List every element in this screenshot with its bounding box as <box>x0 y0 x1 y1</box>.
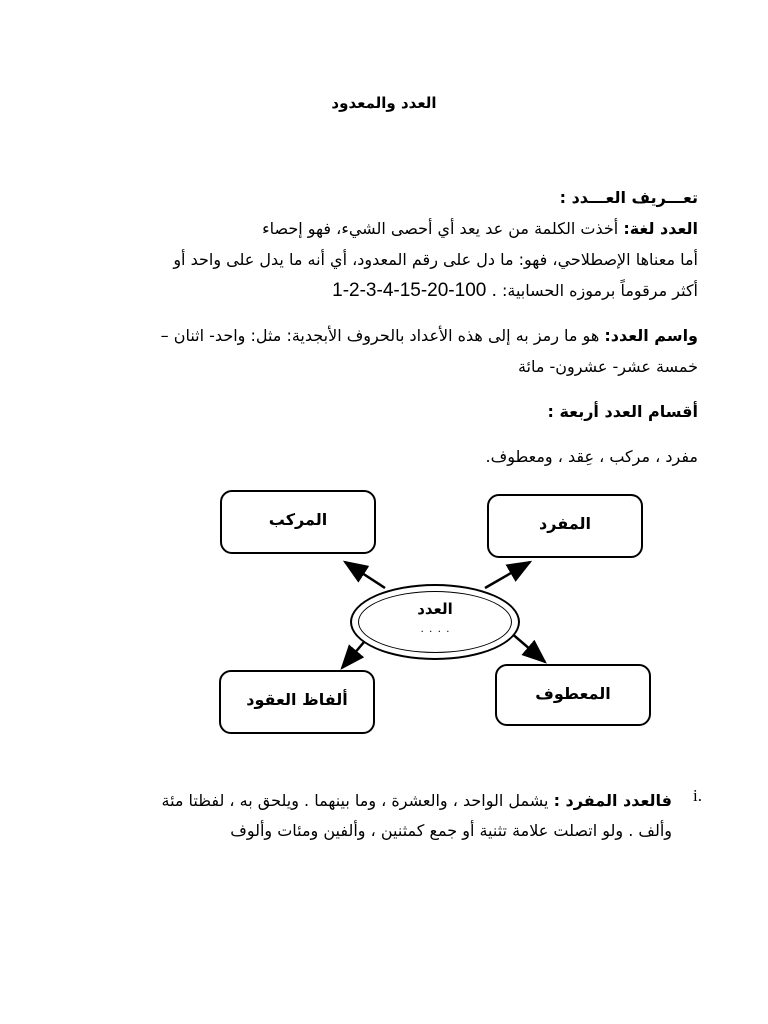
page-title: العدد والمعدود <box>331 94 437 112</box>
divisions-section <box>68 396 698 472</box>
noun-section <box>68 320 698 382</box>
box-murakkab <box>220 490 376 554</box>
item-line-1 <box>92 786 672 816</box>
box-mufrad <box>487 494 643 558</box>
divisions-heading: أقسام العدد أربعة : <box>547 402 698 421</box>
box-murakkab-label: المركب <box>268 510 328 529</box>
item-label: فالعدد المفرد : <box>553 791 672 810</box>
term-prefix: أكثر مرقوماً برموزه الحسابية: <box>496 281 698 300</box>
definition-section <box>68 182 698 306</box>
divisions-diagram <box>0 470 768 760</box>
term-line-2 <box>68 275 698 306</box>
noun-line-2: خمسة عشر- عشرون- مائة <box>517 357 698 376</box>
noun-label: واسم العدد: <box>604 326 698 345</box>
noun-line-1 <box>68 320 698 351</box>
item-text: يشمل الواحد ، والعشرة ، وما بينهما . ويلحق به ، لفظتا مئة <box>161 791 554 810</box>
item-line-2: وألف . ولو اتصلت علامة تثنية أو جمع كمثنين ، وألفين ومئات وألوف <box>230 821 672 840</box>
box-maatuf <box>495 664 651 726</box>
box-uqud <box>219 670 375 734</box>
box-mufrad-label: المفرد <box>539 514 591 533</box>
numbers-sequence: 1-2-3-4-15-20-100 . <box>332 280 497 301</box>
lang-text: أخذت الكلمة من عد يعد أي أحصى الشيء، فهو إحصاء <box>262 219 624 238</box>
divisions-list: مفرد ، مركب ، عِقد ، ومعطوف. <box>485 447 698 466</box>
box-uqud-label: ألفاظ العقود <box>246 690 348 709</box>
list-marker: i. <box>693 786 702 805</box>
center-ellipse <box>350 584 520 660</box>
center-dots: ٠ ٠ ٠ ٠ <box>419 626 451 637</box>
list-item-mufrad <box>92 786 672 846</box>
arrow-to-murakkab <box>345 562 385 588</box>
noun-text: هو ما رمز به إلى هذه الأعداد بالحروف الأبجدية: مثل: واحد- اثنان – <box>160 326 605 345</box>
lang-definition <box>68 213 698 244</box>
center-label: العدد <box>417 600 453 618</box>
lang-label: العدد لغة: <box>623 219 698 238</box>
arrow-to-mufrad <box>485 562 530 588</box>
definition-heading: تعـــريف العـــدد : <box>559 188 698 207</box>
term-line-1: أما معناها الإصطلاحي، فهو: ما دل على رقم المعدود، أي أنه ما يدل على واحد أو <box>173 250 698 269</box>
box-maatuf-label: المعطوف <box>535 684 611 703</box>
